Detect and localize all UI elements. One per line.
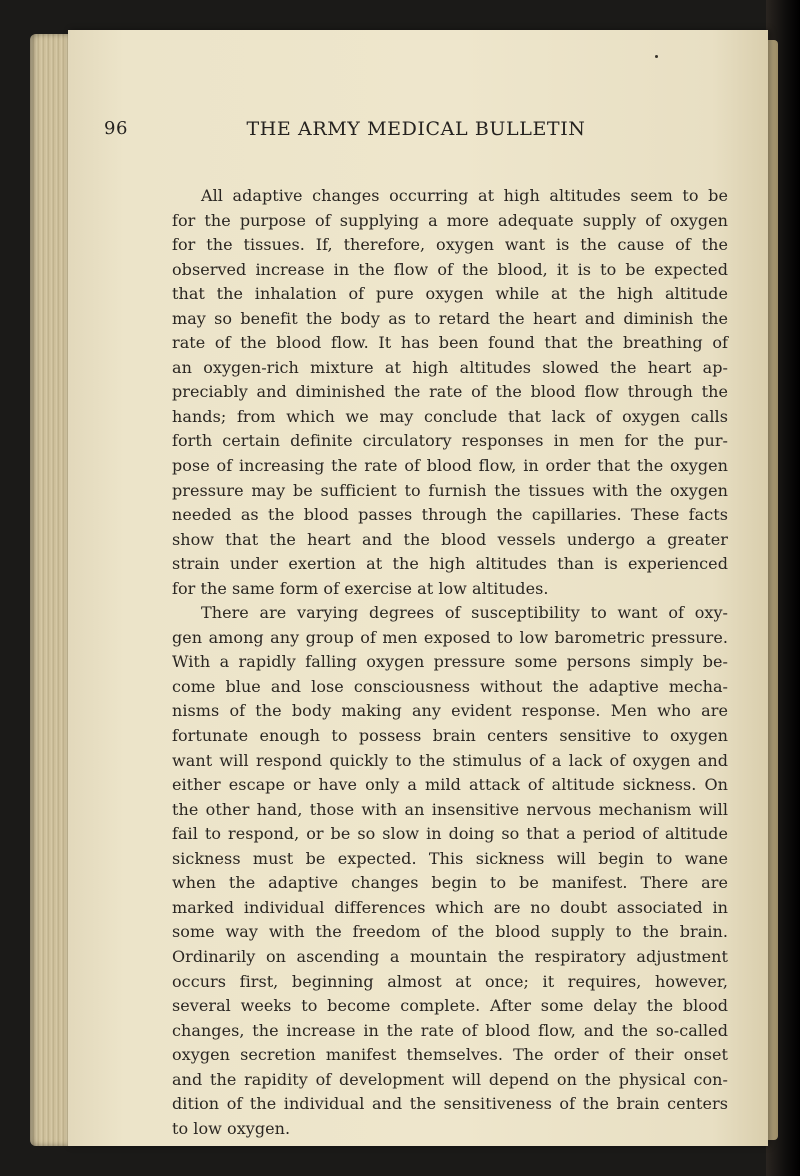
text-line: want will respond quickly to the stimulus of a lack of oxygen and (172, 750, 728, 770)
text-line: With a rapidly falling oxygen pressure some persons simply be- (172, 652, 728, 672)
text-line: for the same form of exercise at low altitudes. (172, 578, 549, 598)
text-line: Ordinarily on ascending a mountain the respiratory adjustment (172, 946, 728, 966)
text-line: fail to respond, or be so slow in doing so that a period of altitude (172, 824, 728, 844)
text-line: come blue and lose consciousness without the adaptive mecha- (172, 676, 728, 696)
page-header (104, 118, 728, 148)
text-line: the other hand, those with an insensitive nervous mechanism will (172, 799, 728, 819)
text-line: an oxygen-rich mixture at high altitudes slowed the heart ap- (172, 357, 728, 377)
paper-speck (655, 55, 658, 58)
text-line: dition of the individual and the sensitiveness of the brain centers (172, 1094, 728, 1114)
text-line: show that the heart and the blood vessels undergo a greater (172, 529, 728, 549)
text-line: preciably and diminished the rate of the blood flow through the (172, 382, 728, 402)
text-line: All adaptive changes occurring at high altitudes seem to be (201, 186, 728, 205)
text-line: changes, the increase in the rate of blood flow, and the so-called (172, 1020, 728, 1040)
text-line: either escape or have only a mild attack of altitude sickness. On (172, 775, 728, 795)
paragraph (172, 184, 728, 601)
text-line: to low oxygen. (172, 1118, 291, 1138)
text-line: occurs first, beginning almost at once; it requires, however, (172, 971, 728, 991)
text-line: for the tissues. If, therefore, oxygen want is the cause of the (172, 235, 728, 255)
text-line: pressure may be sufficient to furnish the tissues with the oxygen (172, 480, 728, 500)
text-line: rate of the blood flow. It has been found that the breathing of (172, 333, 728, 353)
text-line: strain under exertion at the high altitudes than is experienced (172, 554, 728, 574)
text-line: for the purpose of supplying a more adequate supply of oxygen (172, 210, 728, 230)
running-title: THE ARMY MEDICAL BULLETIN (246, 118, 586, 140)
text-line: when the adaptive changes begin to be manifest. There are (172, 873, 728, 893)
text-line: several weeks to become complete. After some delay the blood (172, 996, 728, 1016)
text-line: forth certain definite circulatory responses in men for the pur- (172, 431, 728, 451)
text-line: may so benefit the body as to retard the heart and diminish the (172, 308, 728, 328)
text-line: nisms of the body making any evident response. Men who are (172, 701, 728, 721)
text-line: and the rapidity of development will depend on the physical con- (172, 1069, 728, 1089)
page-number: 96 (104, 118, 128, 139)
text-line: marked individual differences which are no doubt associated in (172, 897, 728, 917)
text-line: pose of increasing the rate of blood flow, in order that the oxygen (172, 456, 728, 476)
text-line: fortunate enough to possess brain centers sensitive to oxygen (172, 726, 728, 746)
article-body (172, 184, 728, 1141)
text-line: hands; from which we may conclude that lack of oxygen calls (172, 406, 728, 426)
text-line: gen among any group of men exposed to low barometric pressure. (172, 627, 728, 647)
text-line: There are varying degrees of susceptibility to want of oxy- (201, 603, 728, 623)
text-line: needed as the blood passes through the capillaries. These facts (172, 505, 728, 525)
text-line: that the inhalation of pure oxygen while at the high altitude (172, 284, 728, 304)
text-line: sickness must be expected. This sickness will begin to wane (172, 848, 728, 868)
text-line: observed increase in the flow of the blood, it is to be expected (172, 259, 728, 279)
text-line: oxygen secretion manifest themselves. The order of their onset (172, 1045, 728, 1065)
text-line: some way with the freedom of the blood supply to the brain. (172, 922, 728, 942)
paragraph (172, 601, 728, 1141)
